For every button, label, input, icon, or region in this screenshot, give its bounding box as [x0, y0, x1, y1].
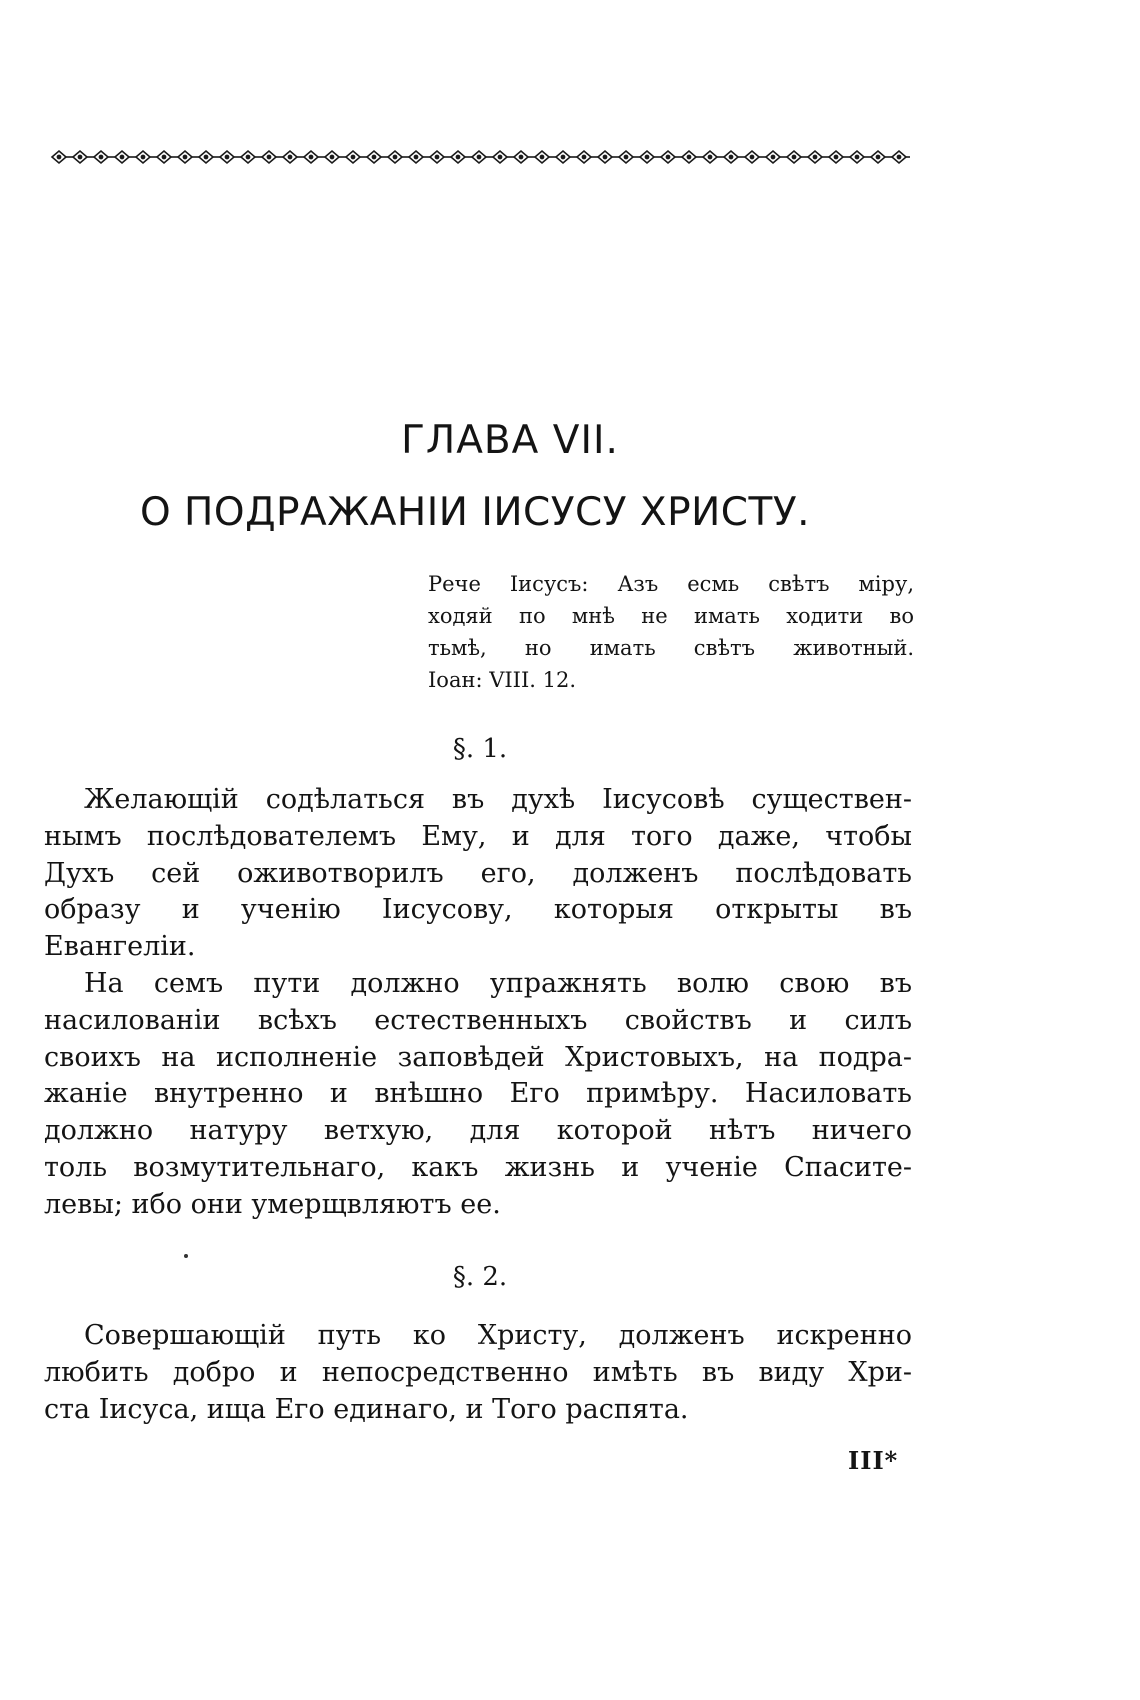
text-line: нымъ послѣдователемъ Ему, и для того даже, чтобы	[44, 820, 912, 852]
paragraph-1	[44, 782, 912, 966]
text-line: образу и ученію Іисусову, которыя открыты въ	[44, 894, 912, 926]
ornament-dot	[624, 155, 627, 158]
ornament-dot	[687, 155, 690, 158]
ornament-dot	[330, 155, 333, 158]
ornament-dot	[561, 155, 564, 158]
ornament-dot	[78, 155, 81, 158]
ornament-dot	[792, 155, 795, 158]
paragraph-3	[44, 1318, 912, 1428]
ornament-dot	[834, 155, 837, 158]
ornament-dot	[897, 155, 900, 158]
ornament-dot	[708, 155, 711, 158]
text-line: любить добро и непосредственно имѣть въ виду Хри-	[44, 1356, 912, 1388]
chapter-subtitle: О ПОДРАЖАНІИ ІИСУСУ ХРИСТУ.	[139, 490, 811, 535]
ornament-dot	[519, 155, 522, 158]
ornament-dot	[729, 155, 732, 158]
ink-speck	[184, 1254, 188, 1258]
epigraph-line: Іоан: VIII. 12.	[428, 668, 577, 692]
ornament-dot	[771, 155, 774, 158]
ornament-dot	[393, 155, 396, 158]
ornament-dot	[141, 155, 144, 158]
ornament-dot	[540, 155, 543, 158]
ornament-dot	[204, 155, 207, 158]
ornament-dot	[99, 155, 102, 158]
ornament-dot	[246, 155, 249, 158]
text-line: насилованіи всѣхъ естественныхъ свойствъ и силъ	[44, 1004, 912, 1036]
ornament-dot	[435, 155, 438, 158]
ornament-dot	[267, 155, 270, 158]
epigraph-line: тьмѣ, но имать свѣтъ животный.	[428, 636, 914, 660]
ornament-dot	[183, 155, 186, 158]
ornament-dot	[414, 155, 417, 158]
section-mark-2: §. 2.	[452, 1262, 508, 1292]
ornament-dot	[225, 155, 228, 158]
epigraph-line: Рече Іисусъ: Азъ есмь свѣтъ міру,	[428, 572, 914, 596]
text-line: левы; ибо они умерщвляютъ ее.	[44, 1188, 501, 1220]
chapter-title: ГЛАВА VII.	[401, 418, 619, 463]
signature-mark: III*	[848, 1446, 899, 1475]
ornament-dot	[645, 155, 648, 158]
epigraph	[428, 568, 914, 696]
ornament-dot	[351, 155, 354, 158]
text-line: Евангеліи.	[44, 931, 196, 963]
ornament-dot	[750, 155, 753, 158]
text-line: Желающій содѣлаться въ духѣ Іисусовѣ существен-	[84, 784, 912, 815]
text-line: На семъ пути должно упражнять волю свою въ	[84, 968, 912, 999]
ornament-dot	[162, 155, 165, 158]
ornament-dot	[813, 155, 816, 158]
ornament-dot	[477, 155, 480, 158]
section-mark-1: §. 1.	[452, 734, 508, 764]
ornament-dot	[456, 155, 459, 158]
ornament-dot	[498, 155, 501, 158]
text-line: толь возмутительнаго, какъ жизнь и ученіе Спасите-	[44, 1151, 912, 1183]
ornament-dot	[582, 155, 585, 158]
paragraph-2	[44, 966, 912, 1224]
text-line: Духъ сей оживотворилъ его, долженъ послѣдовать	[44, 857, 912, 889]
text-line: своихъ на исполненіе заповѣдей Христовыхъ, на подра-	[44, 1041, 912, 1073]
text-line: Совершающій путь ко Христу, долженъ искренно	[84, 1320, 912, 1351]
ornament-dot	[603, 155, 606, 158]
ornament-dot	[876, 155, 879, 158]
epigraph-line: ходяй по мнѣ не имать ходити во	[428, 604, 914, 628]
ornament-dot	[666, 155, 669, 158]
text-line: жаніе внутренно и внѣшно Его примѣру. Насиловать	[44, 1078, 912, 1110]
ornament-dot	[288, 155, 291, 158]
ornament-dot	[57, 155, 60, 158]
ornament-dot	[855, 155, 858, 158]
text-line: ста Іисуса, ища Его единаго, и Того распята.	[44, 1393, 689, 1425]
ornament-dot	[372, 155, 375, 158]
ornament-dot	[309, 155, 312, 158]
ornament-dot	[120, 155, 123, 158]
text-line: должно натуру ветхую, для которой нѣтъ ничего	[44, 1115, 912, 1147]
decorative-border-ornament	[48, 146, 910, 168]
